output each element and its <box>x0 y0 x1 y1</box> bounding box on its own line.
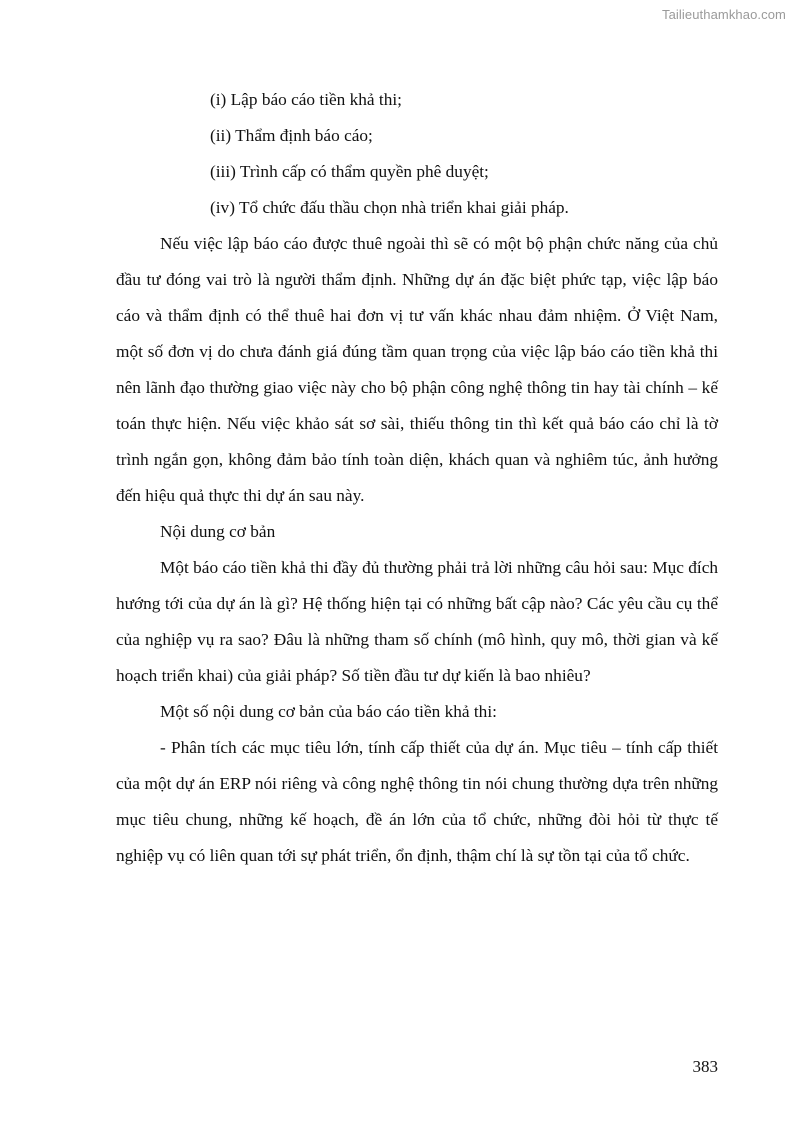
paragraph-questions: Một báo cáo tiền khả thi đầy đủ thường phải trả lời những câu hỏi sau: Mục đích hướng tới của dự án là gì? Hệ thống hiện tại có những bất cập nào? Các yêu cầu cụ thể của nghiệp vụ ra sao? Đâu là những tham số chính (mô hình, quy mô, thời gian và kế hoạch triển khai) của giải pháp? Số tiền đầu tư dự kiến là bao nhiêu? <box>116 558 718 685</box>
page-number: 383 <box>692 1057 718 1076</box>
list-item-1: (i) Lập báo cáo tiền khả thi; <box>210 90 402 109</box>
watermark-text: Tailieuthamkhao.com <box>661 7 786 22</box>
paragraph-outsourcing: Nếu việc lập báo cáo được thuê ngoài thì sẽ có một bộ phận chức năng của chủ đầu tư đóng vai trò là người thẩm định. Những dự án đặc biệt phức tạp, việc lập báo cáo và thẩm định có thể thuê hai đơn vị tư vấn khác nhau đảm nhiệm. Ở Việt Nam, một số đơn vị do chưa đánh giá đúng tầm quan trọng của việc lập báo cáo tiền khả thi nên lãnh đạo thường giao việc này cho bộ phận công nghệ thông tin hay tài chính – kế toán thực hiện. Nếu việc khảo sát sơ sài, thiếu thông tin thì kết quả báo cáo chỉ là tờ trình ngắn gọn, không đảm bảo tính toàn diện, khách quan và nghiêm túc, ảnh hưởng đến hiệu quả thực thi dự án sau này. <box>116 234 718 505</box>
document-body <box>116 82 718 874</box>
section-heading: Nội dung cơ bản <box>160 522 276 541</box>
list-item-3: (iii) Trình cấp có thẩm quyền phê duyệt; <box>210 162 489 181</box>
list-item-2: (ii) Thẩm định báo cáo; <box>210 126 373 145</box>
paragraph-objectives: - Phân tích các mục tiêu lớn, tính cấp thiết của dự án. Mục tiêu – tính cấp thiết của một dự án ERP nói riêng và công nghệ thông tin nói chung thường dựa trên những mục tiêu chung, những kế hoạch, đề án lớn của tổ chức, những đòi hỏi từ thực tế nghiệp vụ có liên quan tới sự phát triển, ổn định, thậm chí là sự tồn tại của tổ chức. <box>116 738 718 865</box>
list-item-4: (iv) Tổ chức đấu thầu chọn nhà triển khai giải pháp. <box>210 198 569 217</box>
paragraph-intro-contents: Một số nội dung cơ bản của báo cáo tiền khả thi: <box>160 702 497 721</box>
